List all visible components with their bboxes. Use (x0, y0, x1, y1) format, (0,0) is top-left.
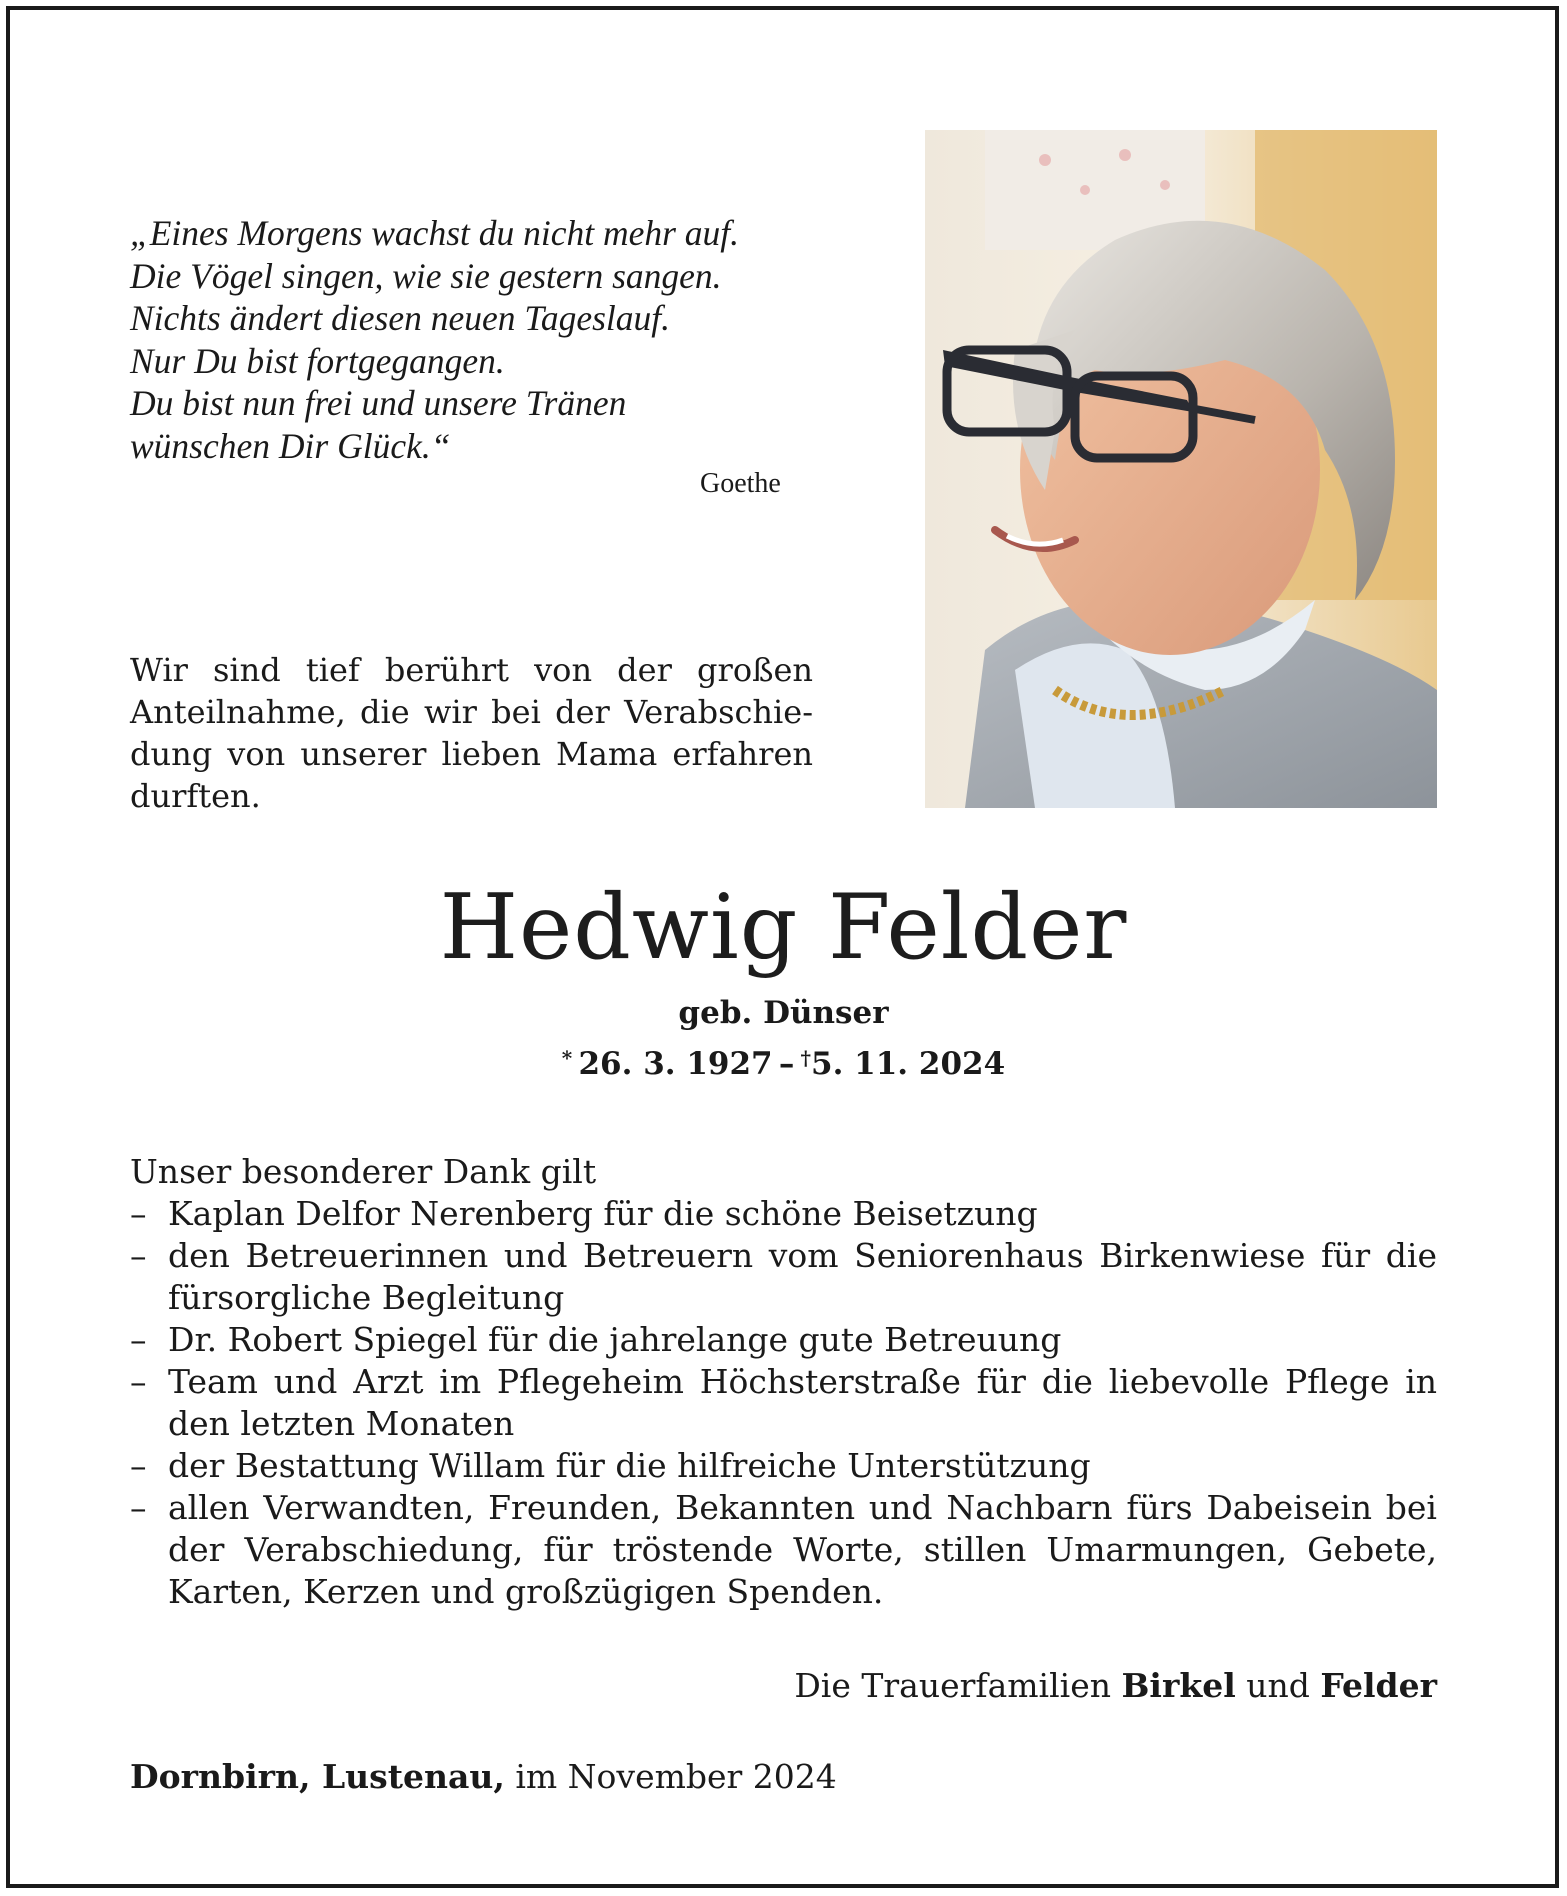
thanks-heading: Unser besonderer Dank gilt (130, 1152, 597, 1191)
list-item: – der Bestattung Willam für die hilfreiche Unterstützung (130, 1445, 1437, 1487)
family-name-2: Felder (1320, 1666, 1437, 1705)
thanks-section (130, 1151, 1437, 1613)
birth-symbol: * (561, 1046, 573, 1070)
goethe-quote (130, 212, 820, 467)
list-item: – Dr. Robert Spiegel für die jahrelange gute Betreuung (130, 1319, 1437, 1361)
publication-date: im November 2024 (515, 1757, 837, 1796)
list-item: – Kaplan Delfor Nerenberg für die schöne Beisetzung (130, 1193, 1437, 1235)
intro-text: Wir sind tief berührt von der großen Anteilnahme, die wir bei der Verabschiedung von unserer lieben Mama erfahren durften. (130, 651, 813, 815)
death-date: 5. 11. 2024 (811, 1046, 1006, 1082)
signature-prefix: Die Trauerfamilien (794, 1666, 1112, 1705)
signature-conjunction: und (1246, 1666, 1310, 1705)
quote-line: Die Vögel singen, wie sie gestern sangen. (130, 255, 722, 296)
list-item: – allen Verwandten, Freunden, Bekannten und Nachbarn fürs Dabeisein bei der Verabschiedung, für tröstende Worte, stillen Umarmungen, Gebete, Karten, Kerzen und großzügigen Spenden. (130, 1487, 1437, 1613)
quote-line: Nur Du bist fortgegangen. (130, 340, 505, 381)
list-item: – den Betreuerinnen und Betreuern vom Seniorenhaus Birkenwiese für die fürsorgliche Begleitung (130, 1235, 1437, 1319)
deceased-name: Hedwig Felder (439, 875, 1128, 980)
portrait-photo (925, 130, 1437, 808)
quote-line: Nichts ändert diesen neuen Tageslauf. (130, 298, 671, 338)
date-separator: – (778, 1046, 795, 1082)
place-and-date (130, 1756, 837, 1798)
quote-line: Du bist nun frei und unsere Tränen (130, 383, 627, 423)
quote-line: „Eines Morgens wachst du nicht mehr auf. (130, 213, 740, 253)
list-item: – Team und Arzt im Pflegeheim Höchsterstraße für die liebevolle Pflege in den letzten Monaten (130, 1361, 1437, 1445)
life-dates (0, 1038, 1567, 1084)
death-symbol: † (800, 1046, 812, 1070)
quote-line: wünschen Dir Glück.“ (130, 425, 451, 466)
birth-date: 26. 3. 1927 (578, 1046, 773, 1082)
family-signature (794, 1665, 1437, 1707)
thanks-list (130, 1193, 1437, 1613)
quote-author: Goethe (700, 468, 781, 499)
family-name-1: Birkel (1121, 1666, 1236, 1705)
birth-name: geb. Dünser (678, 995, 889, 1031)
place-names: Dornbirn, Lustenau, (130, 1757, 505, 1796)
